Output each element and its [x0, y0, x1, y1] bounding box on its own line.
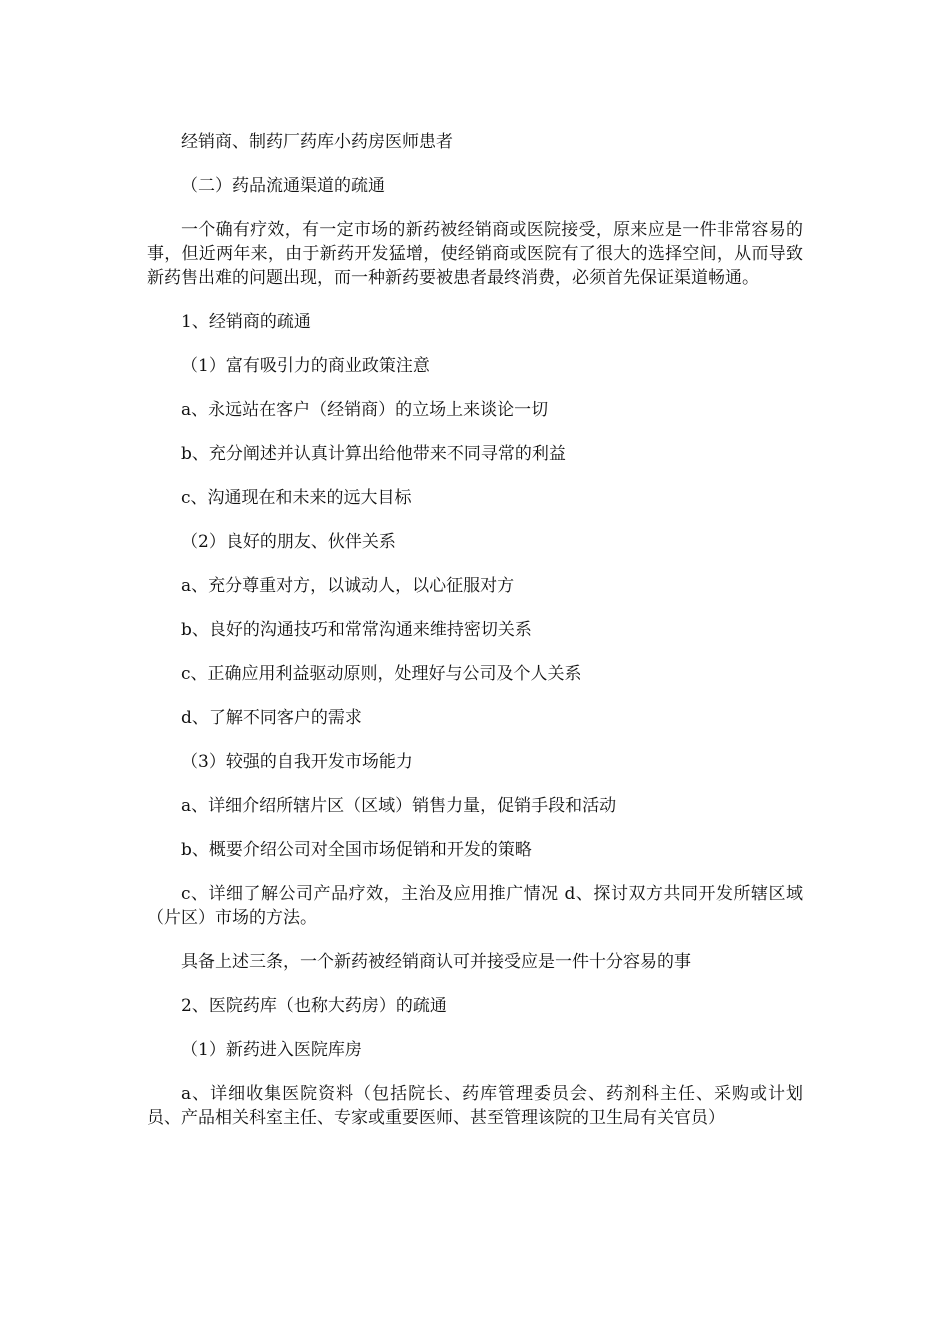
- paragraph-summary: 具备上述三条，一个新药被经销商认可并接受应是一件十分容易的事: [181, 952, 691, 972]
- list-item: a、详细收集医院资料（包括院长、药库管理委员会、药剂科主任、采购或计划员、产品相关科室主任、专家或重要医师、甚至管理该院的卫生局有关官员）: [147, 1084, 803, 1128]
- document-body: [147, 130, 803, 1150]
- list-item: a、详细介绍所辖片区（区域）销售力量，促销手段和活动: [181, 796, 617, 816]
- list-item: c、正确应用利益驱动原则，处理好与公司及个人关系: [181, 664, 582, 684]
- paragraph-supply-chain: 经销商、制药厂药库小药房医师患者: [181, 132, 453, 152]
- heading-market-development: （3）较强的自我开发市场能力: [181, 752, 413, 772]
- heading-hospital-pharmacy: 2、医院药库（也称大药房）的疏通: [181, 996, 447, 1016]
- list-item: a、永远站在客户（经销商）的立场上来谈论一切: [181, 400, 549, 420]
- list-item: a、充分尊重对方，以诚动人，以心征服对方: [181, 576, 515, 596]
- heading-distributor: 1、经销商的疏通: [181, 312, 311, 332]
- list-item: b、良好的沟通技巧和常常沟通来维持密切关系: [181, 620, 532, 640]
- list-item: d、了解不同客户的需求: [181, 708, 362, 728]
- paragraph-intro: 一个确有疗效，有一定市场的新药被经销商或医院接受，原来应是一件非常容易的事，但近两年来，由于新药开发猛增，使经销商或医院有了很大的选择空间，从而导致新药售出难的问题出现，而一种新药要被患者最终消费，必须首先保证渠道畅通。: [147, 220, 803, 288]
- heading-channel-clearing: （二）药品流通渠道的疏通: [181, 176, 385, 196]
- heading-relationship: （2）良好的朋友、伙伴关系: [181, 532, 396, 552]
- list-item: c、详细了解公司产品疗效，主治及应用推广情况 d、探讨双方共同开发所辖区域（片区）市场的方法。: [147, 884, 803, 928]
- list-item: b、充分阐述并认真计算出给他带来不同寻常的利益: [181, 444, 566, 464]
- list-item: c、沟通现在和未来的远大目标: [181, 488, 412, 508]
- heading-warehouse-entry: （1）新药进入医院库房: [181, 1040, 362, 1060]
- list-item: b、概要介绍公司对全国市场促销和开发的策略: [181, 840, 532, 860]
- heading-policy: （1）富有吸引力的商业政策注意: [181, 356, 430, 376]
